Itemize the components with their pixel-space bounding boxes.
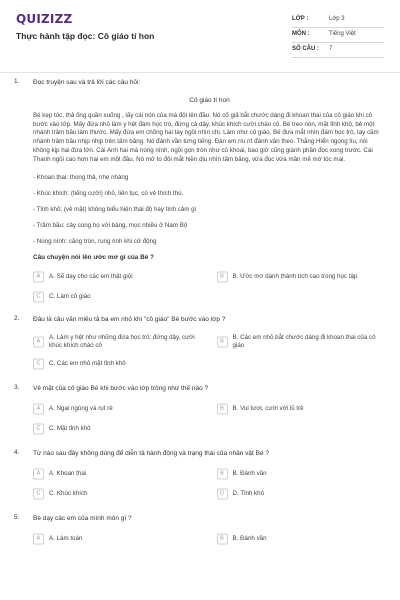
answer-option-c[interactable]	[33, 486, 203, 502]
answer-options	[33, 332, 386, 372]
option-text: A. Sẽ dạy cho các em thật giỏi	[49, 273, 133, 281]
meta-count-label: SỐ CÂU :	[292, 46, 319, 52]
answer-options	[33, 531, 386, 547]
glossary-item: - Núng nính: căng tròn, rung rinh khi cử động	[33, 238, 157, 246]
option-text: B. Các em nhỏ bắt chước dáng đi khoan thai của cô giáo	[232, 334, 376, 350]
meta-subject-label: MÔN :	[292, 31, 310, 37]
question-number: 3.	[14, 384, 20, 392]
answer-option-b[interactable]	[217, 466, 387, 482]
quizizz-logo: QUIZIZZ	[16, 12, 73, 26]
option-text: C. Các em nhỏ mặt tỉnh khô	[49, 360, 126, 368]
option-text: B. Đánh vần	[232, 535, 267, 543]
option-letter-badge: B	[217, 534, 228, 545]
answer-option-b[interactable]	[217, 269, 387, 285]
option-text: A. Làm y hệt như những đứa học trò: đứng dậy, cười khúc khích chào cô	[49, 334, 195, 350]
worksheet-header	[0, 0, 400, 72]
header-divider	[0, 72, 400, 73]
question-number: 4.	[14, 449, 20, 457]
question-2	[0, 315, 400, 372]
question-3	[0, 384, 400, 437]
question-text: Bé dạy các em của mình môn gì ?	[33, 515, 132, 523]
answer-option-d[interactable]	[217, 486, 387, 502]
option-letter-badge: A	[33, 534, 44, 545]
passage-body: Bé kẹp tóc, thả ống quần xuống , lấy cái nón của má đội lên đầu. Nó cố giả bắt chước dáng đi khoan thai của cô giáo khi cô bước vào lớp. Mấy đứa nhỏ làm y hệt đám học trò, đứng cả dậy, khúc khích cười chào cô. Bé treo nón, mặt tỉnh khô, bẻ một nhánh trâm bầu làm thước. Mấy đứa em chống hai tay ngồi nhìn chị. Làm như cô giáo, Bé đưa mắt nhìn đám học trò, tay cầm nhánh trâm bầu nhịp nhịp trên tấm bảng. Nó đánh vần từng tiếng. Đàn em ríu rít đánh vần theo. Thằng Hiển ngọng líu, nói không kịp hai đứa lớn. Cái Anh hai má núng nính, ngồi gọn tròn như củ khoai, bao giờ cũng giành phần đọc xong trước. Cái Thanh ngồi cao hơn hai em một đầu. Nó mở to đôi mắt hiền dịu nhìn tấm bảng, vừa đọc vừa mân mê mớ tóc mai.	[33, 112, 379, 163]
option-letter-badge: B	[217, 272, 228, 283]
question-text: Vẻ mặt của cô giáo Bé khi bước vào lớp trông như thế nào ?	[33, 385, 209, 393]
meta-count-value: 7	[329, 46, 333, 52]
option-letter-badge: A	[33, 469, 44, 480]
meta-count	[292, 43, 384, 58]
answer-option-c[interactable]	[33, 421, 203, 437]
glossary-item: - Tỉnh khô: (vẻ mặt) không biểu hiện thái độ hay tình cảm gì	[33, 206, 197, 214]
option-text: B. Ước mơ dành thành tích cao trong học tập	[232, 273, 358, 281]
option-letter-badge: A	[33, 337, 44, 348]
meta-grade-label: LỚP :	[292, 16, 309, 22]
answer-option-b[interactable]	[217, 531, 387, 547]
option-letter-badge: C	[33, 359, 44, 370]
option-text: C. Làm cô giáo	[49, 293, 91, 301]
question-1	[0, 78, 400, 305]
question-text: Từ nào sau đây không dùng để diễn tả hành động và trạng thái của nhân vật Bé ?	[33, 450, 269, 458]
option-letter-badge: C	[33, 489, 44, 500]
answer-option-a[interactable]	[33, 531, 203, 547]
option-text: A. Ngại ngùng và rụt rè	[49, 405, 113, 413]
meta-grade-value: Lớp 3	[329, 16, 345, 22]
question-text: Đâu là câu văn miêu tả ba em nhỏ khi "cô giáo" Bé bước vào lớp ?	[33, 316, 226, 324]
option-letter-badge: D	[217, 489, 228, 500]
answer-option-c[interactable]	[33, 356, 203, 372]
question-4	[0, 449, 400, 502]
option-text: C. Mặt tỉnh khô	[49, 425, 91, 433]
option-text: D. Tỉnh khô	[232, 490, 265, 498]
glossary-item: - Khoan thai: thong thả, nhẹ nhàng	[33, 174, 129, 182]
answer-option-a[interactable]	[33, 269, 203, 285]
answer-option-a[interactable]	[33, 332, 203, 352]
option-letter-badge: B	[217, 469, 228, 480]
meta-subject-value: Tiếng Việt	[329, 31, 356, 37]
option-letter-badge: B	[217, 337, 228, 348]
answer-option-b[interactable]	[217, 401, 387, 417]
glossary-item: - Khúc khích: (tiếng cười) nhỏ, liên tục, có vẻ thích thú.	[33, 190, 184, 198]
option-letter-badge: C	[33, 292, 44, 303]
answer-options	[33, 269, 386, 305]
question-number: 5.	[14, 514, 20, 522]
answer-option-b[interactable]	[217, 332, 387, 352]
option-text: B. Vui tươi, cười với lũ trẻ	[232, 405, 304, 413]
question-number: 2.	[14, 315, 20, 323]
glossary	[33, 174, 386, 246]
option-text: A. Khoan thai	[49, 470, 87, 478]
option-letter-badge: A	[33, 272, 44, 283]
option-text: C. Khúc khích	[49, 490, 88, 498]
option-letter-badge: C	[33, 424, 44, 435]
question-5	[0, 514, 400, 547]
answer-option-a[interactable]	[33, 401, 203, 417]
meta-grade	[292, 13, 384, 28]
meta-subject	[292, 28, 384, 43]
option-letter-badge: B	[217, 404, 228, 415]
worksheet-meta	[292, 13, 384, 58]
answer-options	[33, 401, 386, 437]
glossary-item: - Trâm bầu: cây cùng họ với bàng, mọc nhiều ở Nam Bộ	[33, 222, 188, 230]
question-stem: Câu chuyện nói lên ước mơ gì của Bé ?	[33, 254, 154, 262]
questions-list	[0, 78, 400, 547]
question-number: 1.	[14, 78, 20, 85]
option-letter-badge: A	[33, 404, 44, 415]
answer-options	[33, 466, 386, 502]
question-text: Đọc truyện sau và trả lời các câu hỏi:	[33, 79, 141, 86]
worksheet-title: Thực hành tập đọc: Cô giáo tí hon	[16, 31, 155, 41]
answer-option-a[interactable]	[33, 466, 203, 482]
answer-option-c[interactable]	[33, 289, 203, 305]
passage-title: Cô giáo tí hon	[189, 97, 230, 104]
option-text: B. Đánh vần	[232, 470, 267, 478]
option-text: A. Làm toán	[49, 535, 83, 543]
